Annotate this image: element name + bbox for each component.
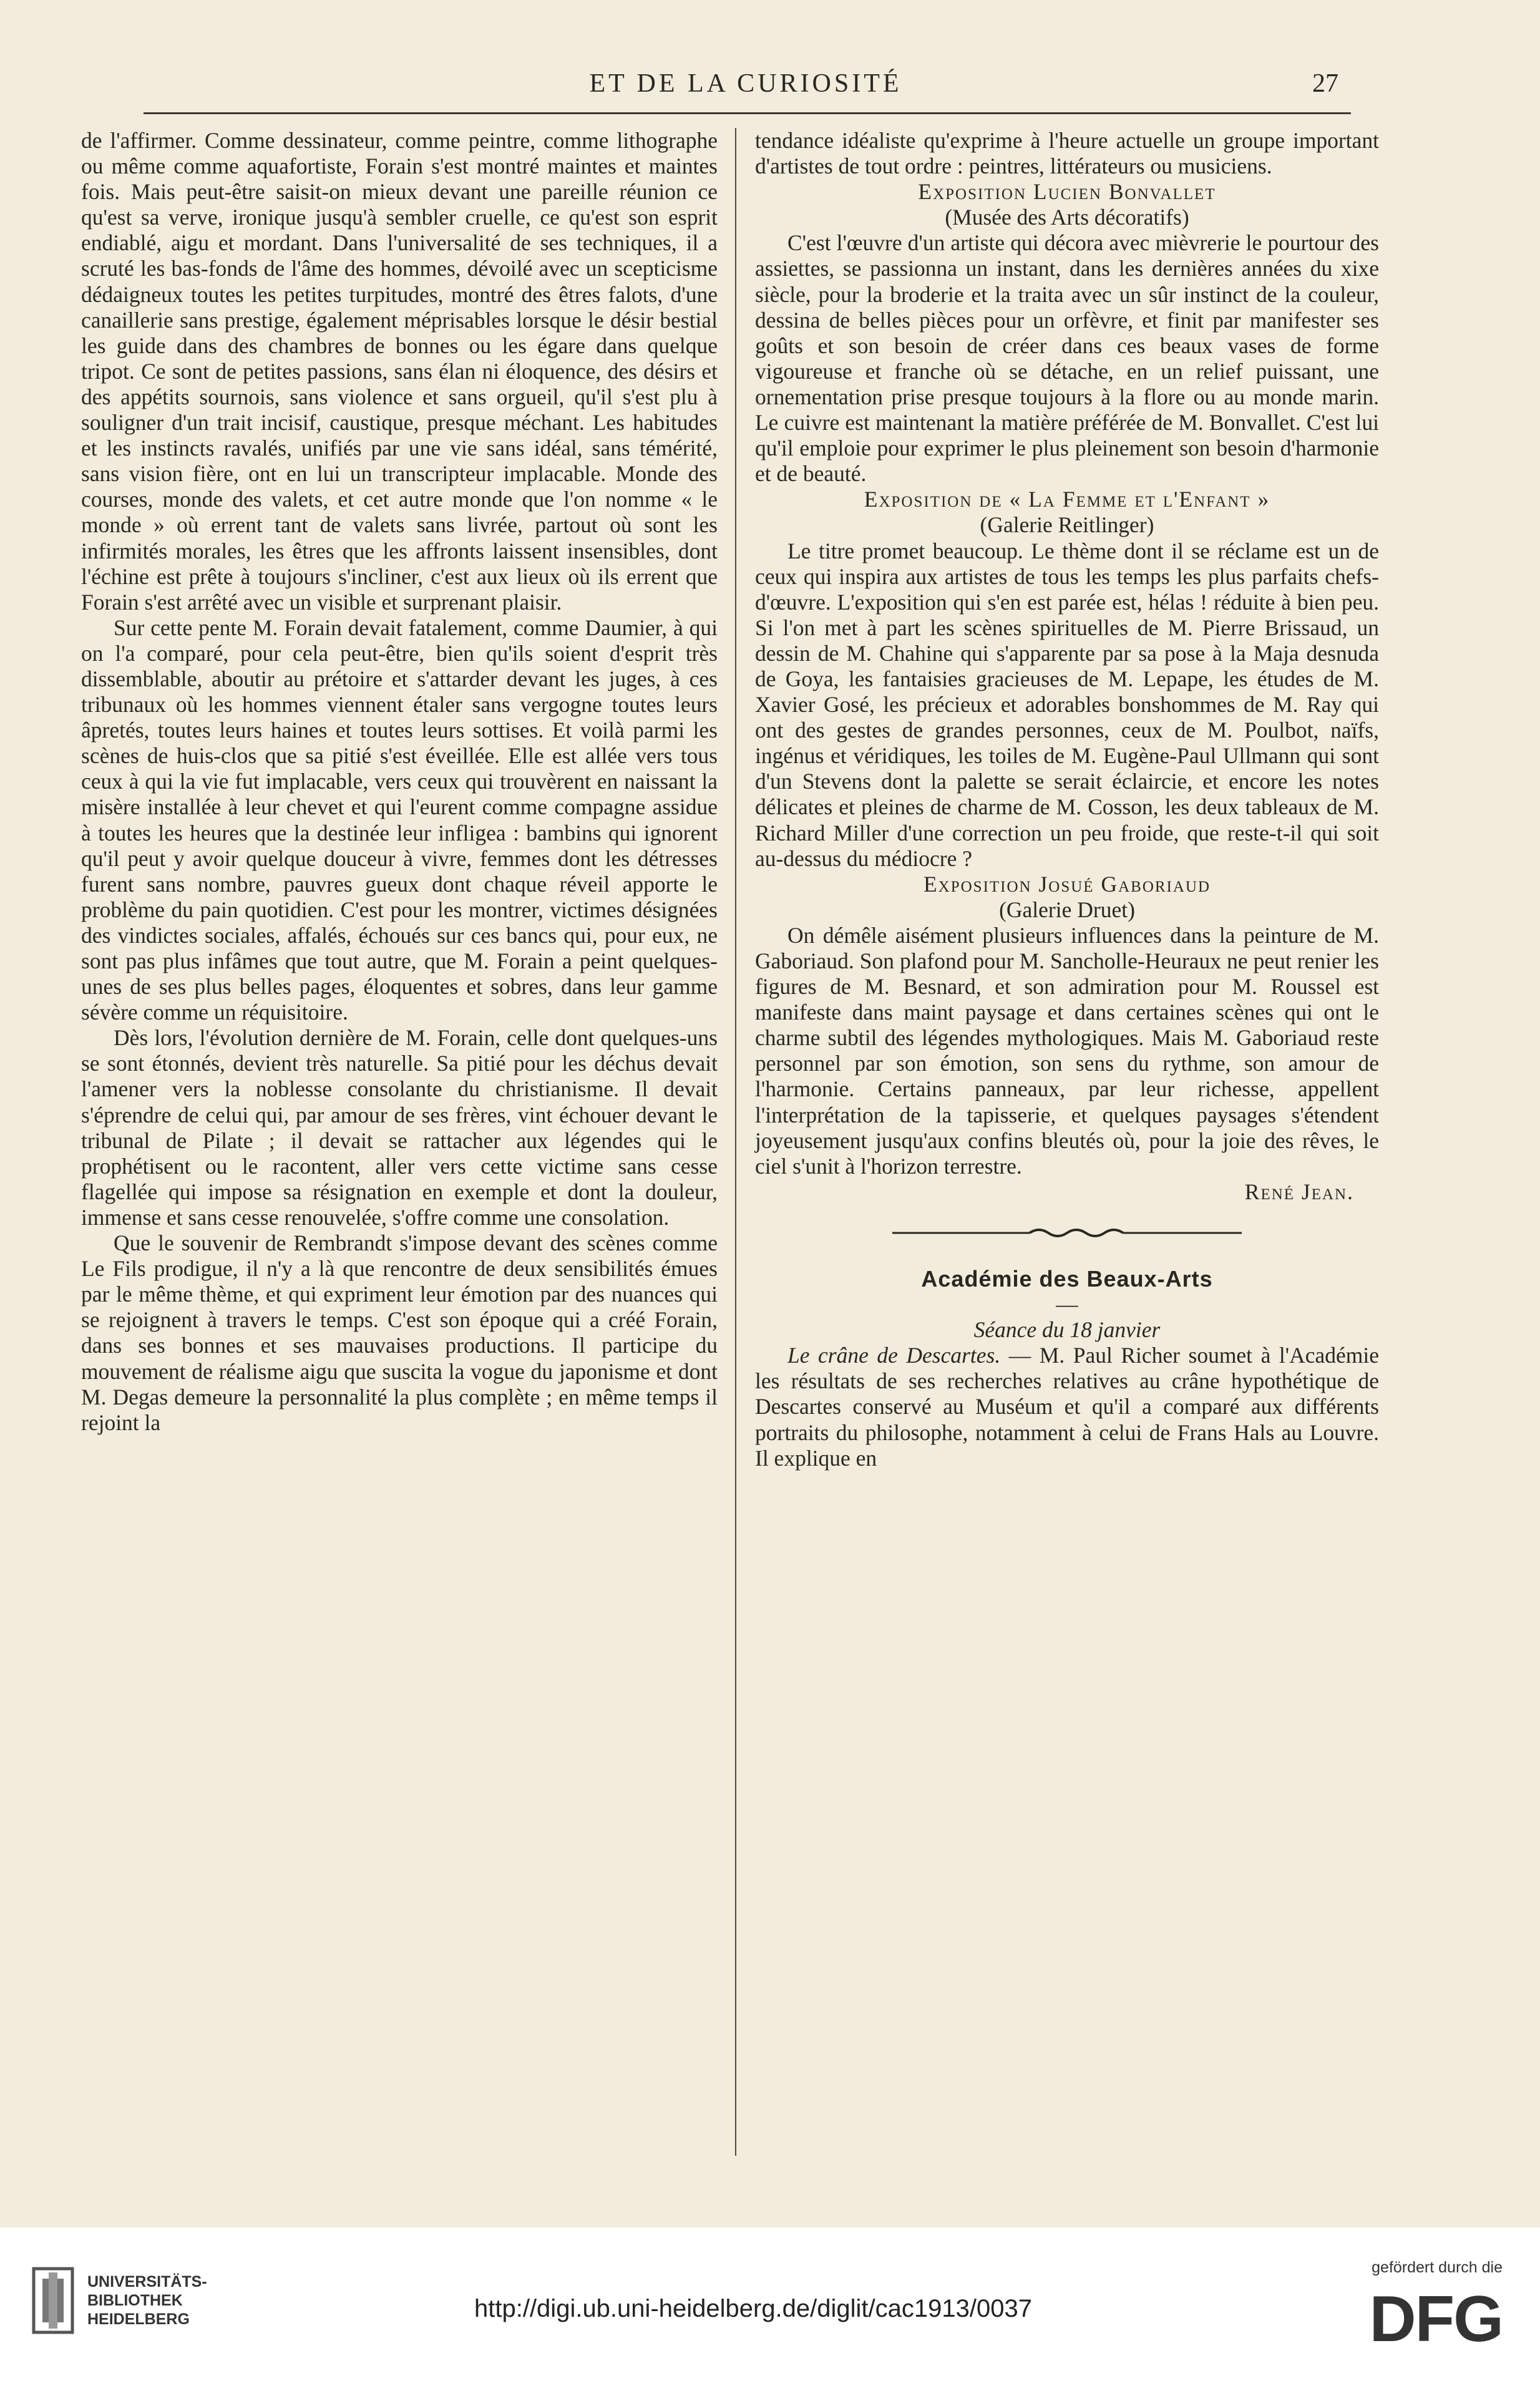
right-column bbox=[755, 128, 1379, 1471]
paragraph: tendance idéaliste qu'exprime à l'heure actuelle un groupe important d'artistes de tout ordre : peintres, littérateurs ou musiciens. bbox=[755, 128, 1379, 179]
section-title: Exposition Lucien Bonvallet bbox=[918, 179, 1216, 205]
running-header bbox=[147, 69, 1345, 106]
column-divider bbox=[735, 128, 736, 2156]
session-date: Séance du 18 janvier bbox=[973, 1317, 1161, 1343]
section-heading: Académie des Beaux-Arts bbox=[921, 1265, 1213, 1292]
italic-lead: Le crâne de Descartes. bbox=[787, 1343, 1001, 1368]
paragraph: de l'affirmer. Comme dessinateur, comme peintre, comme lithographe ou même comme aquafortiste, Forain s'est montré maintes et maintes fois. Mais peut-être saisit-on mieux devant une pareille réunion ce qu'est sa verve, ironique jusqu'à sembler cruelle, ce qu'est son esprit endiablé, aigu et mordant. Dans l'universalité de ses techniques, il a scruté les bas-fonds de l'âme des hommes, dévoilé avec un scepticisme dédaigneux toutes les petites turpitudes, montré des êtres falots, d'une canaillerie sans prestige, également méprisables lorsque le désir bestial les guide dans des chambres de bonnes ou les égare dans quelque tripot. Ce sont de petites passions, sans élan ni éloquence, des désirs et des appétits sournois, sans violence et sans orgueil, qu'il s'est plu à souligner d'un trait incisif, caustique, presque méchant. Les habitudes et les instincts ravalés, unifiés par une vie sans idéal, sans témérité, sans vision fière, ont en lui un transcripteur implacable. Monde des courses, monde des valets, et cet autre monde que l'on nomme « le monde » où errent tant de valets sans livrée, partout où sont les infirmités morales, les êtres que les affronts laissent insensibles, dont l'échine est prête à toujours s'incliner, c'est aux lieux où ils errent que Forain s'est arrêté avec un visible et surprenant plaisir. bbox=[81, 128, 718, 615]
section-title: Exposition Josué Gaboriaud bbox=[923, 871, 1211, 897]
library-name bbox=[87, 2272, 207, 2329]
dfg-logo: DFG bbox=[1369, 2283, 1503, 2355]
paragraph: On démêle aisément plusieurs influences dans la peinture de M. Gaboriaud. Son plafond pour M. Sancholle-Heuraux ne peut renier les figures de M. Besnard, et son admiration pour M. Roussel est manifeste dans maint paysage et dans certaines scènes qui ont le charme subtil des légendes mythologiques. Mais M. Gaboriaud reste personnel par son émotion, son sens du rythme, son amour de l'harmonie. Certains panneaux, par leur richesse, appellent l'interprétation de la tapisserie, et quelques paysages s'étendent joyeusement jusqu'aux confins bleutés où, pour la joie des rêves, le ciel s'unit à l'horizon terrestre. bbox=[755, 922, 1379, 1179]
section-subtitle: (Musée des Arts décoratifs) bbox=[945, 205, 1189, 230]
ornamental-rule bbox=[755, 1222, 1379, 1247]
left-column bbox=[81, 128, 718, 1436]
header-title: ET DE LA CURIOSITÉ bbox=[589, 69, 902, 98]
paragraph: Que le souvenir de Rembrandt s'impose devant des scènes comme Le Fils prodigue, il n'y a là que rencontre de deux sensibilités émues par le même thème, et qui expriment leur émotion par des nuances qui se rejoignent à travers le temps. C'est son époque qui a créé Forain, dans ses bonnes et ses mauvaises productions. Il participe du mouvement de réalisme aigu que suscita la vogue du japonisme et dont M. Degas demeure la personnalité la plus complète ; en même temps il rejoint la bbox=[81, 1230, 718, 1435]
author-signature: René Jean. bbox=[1244, 1179, 1354, 1204]
ornament-icon bbox=[892, 1224, 1242, 1242]
source-url-link[interactable]: http://digi.ub.uni-heidelberg.de/diglit/cac1913/0037 bbox=[474, 2295, 1032, 2322]
paragraph: C'est l'œuvre d'un artiste qui décora avec mièvrerie le pourtour des assiettes, se passionna un instant, dans les dernières années du xixe siècle, pour la broderie et la traita avec un sûr instinct de la couleur, dessina de belles pièces pour un orfèvre, et finit par manifester ses goûts et son besoin de créer dans ces beaux vases de forme vigoureuse et franche où se détache, en un relief puissant, une ornementation prise presque toujours à la flore ou au monde marin. Le cuivre est maintenant la matière préférée de M. Bonvallet. C'est lui qu'il emploie pour exprimer le plus pleinement son besoin d'harmonie et de beauté. bbox=[755, 230, 1379, 487]
library-line: HEIDELBERG bbox=[87, 2310, 190, 2328]
section-title: Exposition de « La Femme et l'Enfant » bbox=[864, 487, 1270, 512]
header-rule bbox=[144, 112, 1351, 114]
section-subtitle: (Galerie Druet) bbox=[999, 897, 1135, 922]
funding-caption: gefördert durch die bbox=[1372, 2259, 1503, 2276]
paragraph bbox=[755, 1343, 1379, 1471]
library-line: BIBLIOTHEK bbox=[87, 2292, 183, 2309]
paragraph: Le titre promet beaucoup. Le thème dont il se réclame est un de ceux qui inspira aux artistes de tous les temps les plus parfaits chefs-d'œuvre. L'exposition qui s'en est parée est, hélas ! réduite à bien peu. Si l'on met à part les scènes spirituelles de M. Pierre Brissaud, un dessin de M. Chahine qui s'apparente par sa pose à la Maja desnuda de Goya, les fantaisies gracieuses de M. Lepape, les études de M. Xavier Gosé, les précieux et adorables bonshommes de M. Ray qui ont des gestes de grandes personnes, ceux de M. Poulbot, naïfs, ingénus et véridiques, les toiles de M. Eugène-Paul Ullmann qui sont d'un Stevens dont la palette se serait éclaircie, et encore les notes délicates et pleines de charme de M. Cosson, les deux tableaux de M. Richard Miller d'une correction un peu froide, que reste-t-il qui soit au-dessus du médiocre ? bbox=[755, 538, 1379, 871]
paragraph: Dès lors, l'évolution dernière de M. Forain, celle dont quelques-uns se sont étonnés, devient très naturelle. Sa pitié pour les déchus devait l'amener vers la noblesse consolante du christianisme. Il devait s'éprendre de celui qui, par amour de ses frères, vint échouer devant le tribunal de Pilate ; il devait se rattacher aux légendes qui le prophétisent ou le racontent, aller vers cette victime sans cesse flagellée qui impose sa résignation en exemple et dont la douleur, immense et sans cesse renouvelée, s'offre comme une consolation. bbox=[81, 1025, 718, 1230]
page-number: 27 bbox=[1312, 69, 1338, 98]
footer-bar bbox=[0, 2228, 1540, 2381]
university-seal-icon bbox=[31, 2266, 75, 2335]
section-subtitle: (Galerie Reitlinger) bbox=[980, 512, 1154, 538]
library-line: UNIVERSITÄTS- bbox=[87, 2273, 207, 2291]
paragraph: Sur cette pente M. Forain devait fatalement, comme Daumier, à qui on l'a comparé, pour cela peut-être, bien qu'ils soient d'esprit très dissemblable, aboutir au prétoire et s'attarder devant les juges, à ces tribunaux où les hommes viennent étaler sans vergogne toutes leurs âpretés, toutes leurs haines et toutes leurs sottises. Et voilà parmi les scènes de huis-clos que sa pitié s'est éveillée. Elle est allée vers tous ceux à qui la vie fut implacable, vers ceux qui trouvèrent en naissant la misère installée à leur chevet et qui l'eurent comme compagne assidue à toutes les heures que la destinée leur infligea : bambins qui ignorent qu'il peut y avoir quelque douceur à vivre, femmes dont les détresses furent sans nombre, pauvres gueux dont chaque réveil apporte le problème du pain quotidien. C'est pour les montrer, victimes désignées des vindictes sociales, affalés, échoués sur ces bancs qui, pour eux, ne sont pas plus infâmes que tout autre, que M. Forain a peint quelques-unes de ses plus belles pages, éloquentes et sobres, dans leur gamme sévère comme un réquisitoire. bbox=[81, 615, 718, 1025]
heading-dash: — bbox=[1056, 1292, 1078, 1317]
paragraph-text: — M. Paul Richer soumet à l'Académie les résultats de ses recherches relatives au crâne hypothétique de Descartes conservé au Muséum et qu'il a comparé aux différents portraits du philosophe, notamment à celui de Frans Hals au Louvre. Il explique en bbox=[755, 1343, 1379, 1471]
